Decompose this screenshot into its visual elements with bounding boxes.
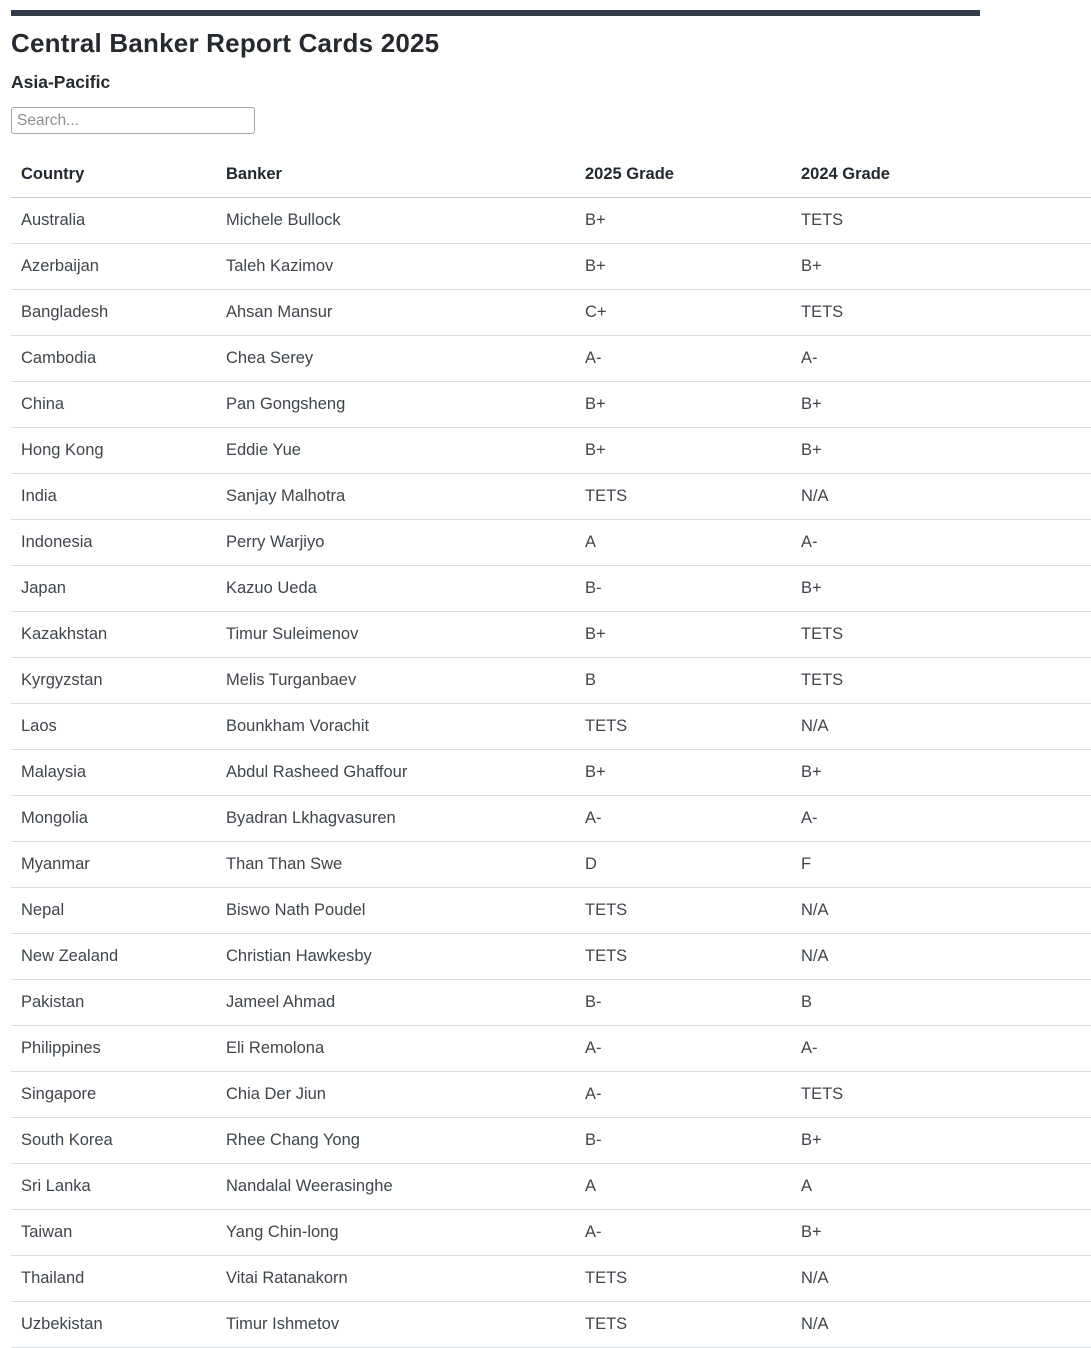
grade-2025-cell: TETS — [585, 487, 628, 505]
grade-2025-cell: B+ — [585, 763, 606, 781]
country-cell: Bangladesh — [21, 303, 109, 321]
country-cell: Sri Lanka — [21, 1177, 91, 1195]
table-row — [11, 520, 1091, 566]
table-row — [11, 612, 1091, 658]
banker-cell: Melis Turganbaev — [226, 671, 357, 689]
grade-2025-cell: B- — [585, 993, 602, 1011]
column-header: 2025 Grade — [585, 165, 674, 183]
grade-2025-cell: B — [585, 671, 597, 689]
page-content — [11, 28, 980, 1348]
grade-2025-cell: TETS — [585, 1269, 628, 1287]
country-cell: Japan — [21, 579, 66, 597]
grade-2025-cell: A — [585, 1177, 597, 1195]
table-row — [11, 796, 1091, 842]
country-cell: Hong Kong — [21, 441, 104, 459]
table-row — [11, 198, 1091, 244]
grade-2025-cell: A- — [585, 1223, 602, 1241]
table-row — [11, 428, 1091, 474]
banker-cell: Yang Chin-long — [226, 1223, 339, 1241]
country-cell: New Zealand — [21, 947, 119, 965]
grade-2024-cell: B+ — [801, 441, 822, 459]
grade-2024-cell: B+ — [801, 1223, 822, 1241]
country-cell: India — [21, 487, 57, 505]
country-cell: Uzbekistan — [21, 1315, 103, 1333]
country-cell: Australia — [21, 211, 86, 229]
grade-2025-cell: TETS — [585, 717, 628, 735]
country-cell: Cambodia — [21, 349, 97, 367]
banker-cell: Timur Ishmetov — [226, 1315, 340, 1333]
banker-cell: Ahsan Mansur — [226, 303, 333, 321]
country-cell: China — [21, 395, 65, 413]
grade-2024-cell: N/A — [801, 901, 829, 919]
banker-cell: Christian Hawkesby — [226, 947, 372, 965]
banker-cell: Perry Warjiyo — [226, 533, 325, 551]
grade-2025-cell: A- — [585, 809, 602, 827]
banker-cell: Jameel Ahmad — [226, 993, 336, 1011]
grade-2024-cell: B — [801, 993, 813, 1011]
grade-2025-cell: B- — [585, 1131, 602, 1149]
country-cell: Malaysia — [21, 763, 87, 781]
grade-2025-cell: A — [585, 533, 597, 551]
grade-2025-cell: TETS — [585, 1315, 628, 1333]
banker-cell: Timur Suleimenov — [226, 625, 359, 643]
region-subtitle: Asia-Pacific — [11, 72, 111, 92]
country-cell: Philippines — [21, 1039, 101, 1057]
banker-cell: Nandalal Weerasinghe — [226, 1177, 393, 1195]
table-row — [11, 704, 1091, 750]
country-cell: Kyrgyzstan — [21, 671, 103, 689]
table-row — [11, 750, 1091, 796]
grade-2024-cell: A- — [801, 533, 818, 551]
banker-cell: Bounkham Vorachit — [226, 717, 370, 735]
table-row — [11, 1072, 1091, 1118]
grade-2024-cell: N/A — [801, 487, 829, 505]
banker-cell: Eli Remolona — [226, 1039, 325, 1057]
grade-2025-cell: A- — [585, 1039, 602, 1057]
banker-cell: Rhee Chang Yong — [226, 1131, 360, 1149]
column-header: Country — [21, 165, 85, 183]
country-cell: South Korea — [21, 1131, 113, 1149]
table-row — [11, 336, 1091, 382]
banker-cell: Kazuo Ueda — [226, 579, 317, 597]
banker-cell: Pan Gongsheng — [226, 395, 346, 413]
grade-2025-cell: TETS — [585, 947, 628, 965]
table-row — [11, 1164, 1091, 1210]
column-header: 2024 Grade — [801, 165, 890, 183]
grade-2024-cell: A- — [801, 809, 818, 827]
grade-2025-cell: B+ — [585, 441, 606, 459]
grade-2025-cell: B+ — [585, 257, 606, 275]
banker-cell: Eddie Yue — [226, 441, 301, 459]
country-cell: Nepal — [21, 901, 65, 919]
grade-2024-cell: B+ — [801, 257, 822, 275]
banker-cell: Abdul Rasheed Ghaffour — [226, 763, 408, 781]
grade-2024-cell: B+ — [801, 579, 822, 597]
grade-2025-cell: TETS — [585, 901, 628, 919]
grade-2025-cell: B- — [585, 579, 602, 597]
search-container — [11, 107, 980, 134]
grade-2025-cell: A- — [585, 1085, 602, 1103]
report-card-table — [11, 152, 1091, 1348]
table-row — [11, 244, 1091, 290]
grade-2024-cell: A- — [801, 349, 818, 367]
country-cell: Pakistan — [21, 993, 85, 1011]
table-row — [11, 980, 1091, 1026]
grade-2025-cell: B+ — [585, 211, 606, 229]
grade-2024-cell: A — [801, 1177, 813, 1195]
column-header: Banker — [226, 165, 282, 183]
table-row — [11, 842, 1091, 888]
table-row — [11, 934, 1091, 980]
grade-2024-cell: TETS — [801, 625, 844, 643]
page-title: Central Banker Report Cards 2025 — [11, 28, 440, 58]
country-cell: Taiwan — [21, 1223, 73, 1241]
search-input[interactable] — [11, 107, 255, 134]
banker-cell: Chia Der Jiun — [226, 1085, 326, 1103]
grade-2024-cell: F — [801, 855, 812, 873]
grade-2024-cell: N/A — [801, 717, 829, 735]
banker-cell: Michele Bullock — [226, 211, 341, 229]
grade-2025-cell: B+ — [585, 625, 606, 643]
table-row — [11, 888, 1091, 934]
grade-2024-cell: TETS — [801, 671, 844, 689]
grade-2025-cell: D — [585, 855, 597, 873]
grade-2024-cell: B+ — [801, 1131, 822, 1149]
country-cell: Laos — [21, 717, 57, 735]
banker-cell: Chea Serey — [226, 349, 314, 367]
country-cell: Myanmar — [21, 855, 90, 873]
grade-2024-cell: B+ — [801, 763, 822, 781]
table-row — [11, 1256, 1091, 1302]
country-cell: Thailand — [21, 1269, 85, 1287]
table-row — [11, 1210, 1091, 1256]
banker-cell: Taleh Kazimov — [226, 257, 334, 275]
banker-cell: Sanjay Malhotra — [226, 487, 346, 505]
country-cell: Singapore — [21, 1085, 97, 1103]
table-row — [11, 1118, 1091, 1164]
table-row — [11, 474, 1091, 520]
grade-2024-cell: N/A — [801, 1269, 829, 1287]
grade-2024-cell: N/A — [801, 947, 829, 965]
country-cell: Kazakhstan — [21, 625, 108, 643]
top-accent-bar — [11, 10, 980, 16]
grade-2024-cell: TETS — [801, 303, 844, 321]
table-row — [11, 290, 1091, 336]
table-header-row — [11, 152, 1091, 198]
grade-2025-cell: C+ — [585, 303, 607, 321]
grade-2024-cell: TETS — [801, 211, 844, 229]
table-row — [11, 1026, 1091, 1072]
banker-cell: Byadran Lkhagvasuren — [226, 809, 396, 827]
country-cell: Azerbaijan — [21, 257, 99, 275]
grade-2025-cell: A- — [585, 349, 602, 367]
country-cell: Mongolia — [21, 809, 88, 827]
table-row — [11, 566, 1091, 612]
grade-2024-cell: A- — [801, 1039, 818, 1057]
banker-cell: Vitai Ratanakorn — [226, 1269, 348, 1287]
grade-2024-cell: N/A — [801, 1315, 829, 1333]
grade-2024-cell: B+ — [801, 395, 822, 413]
grade-2024-cell: TETS — [801, 1085, 844, 1103]
table-row — [11, 382, 1091, 428]
table-row — [11, 658, 1091, 704]
table-body — [11, 198, 1091, 1348]
banker-cell: Than Than Swe — [226, 855, 343, 873]
grade-2025-cell: B+ — [585, 395, 606, 413]
table-row — [11, 1302, 1091, 1348]
banker-cell: Biswo Nath Poudel — [226, 901, 366, 919]
country-cell: Indonesia — [21, 533, 93, 551]
